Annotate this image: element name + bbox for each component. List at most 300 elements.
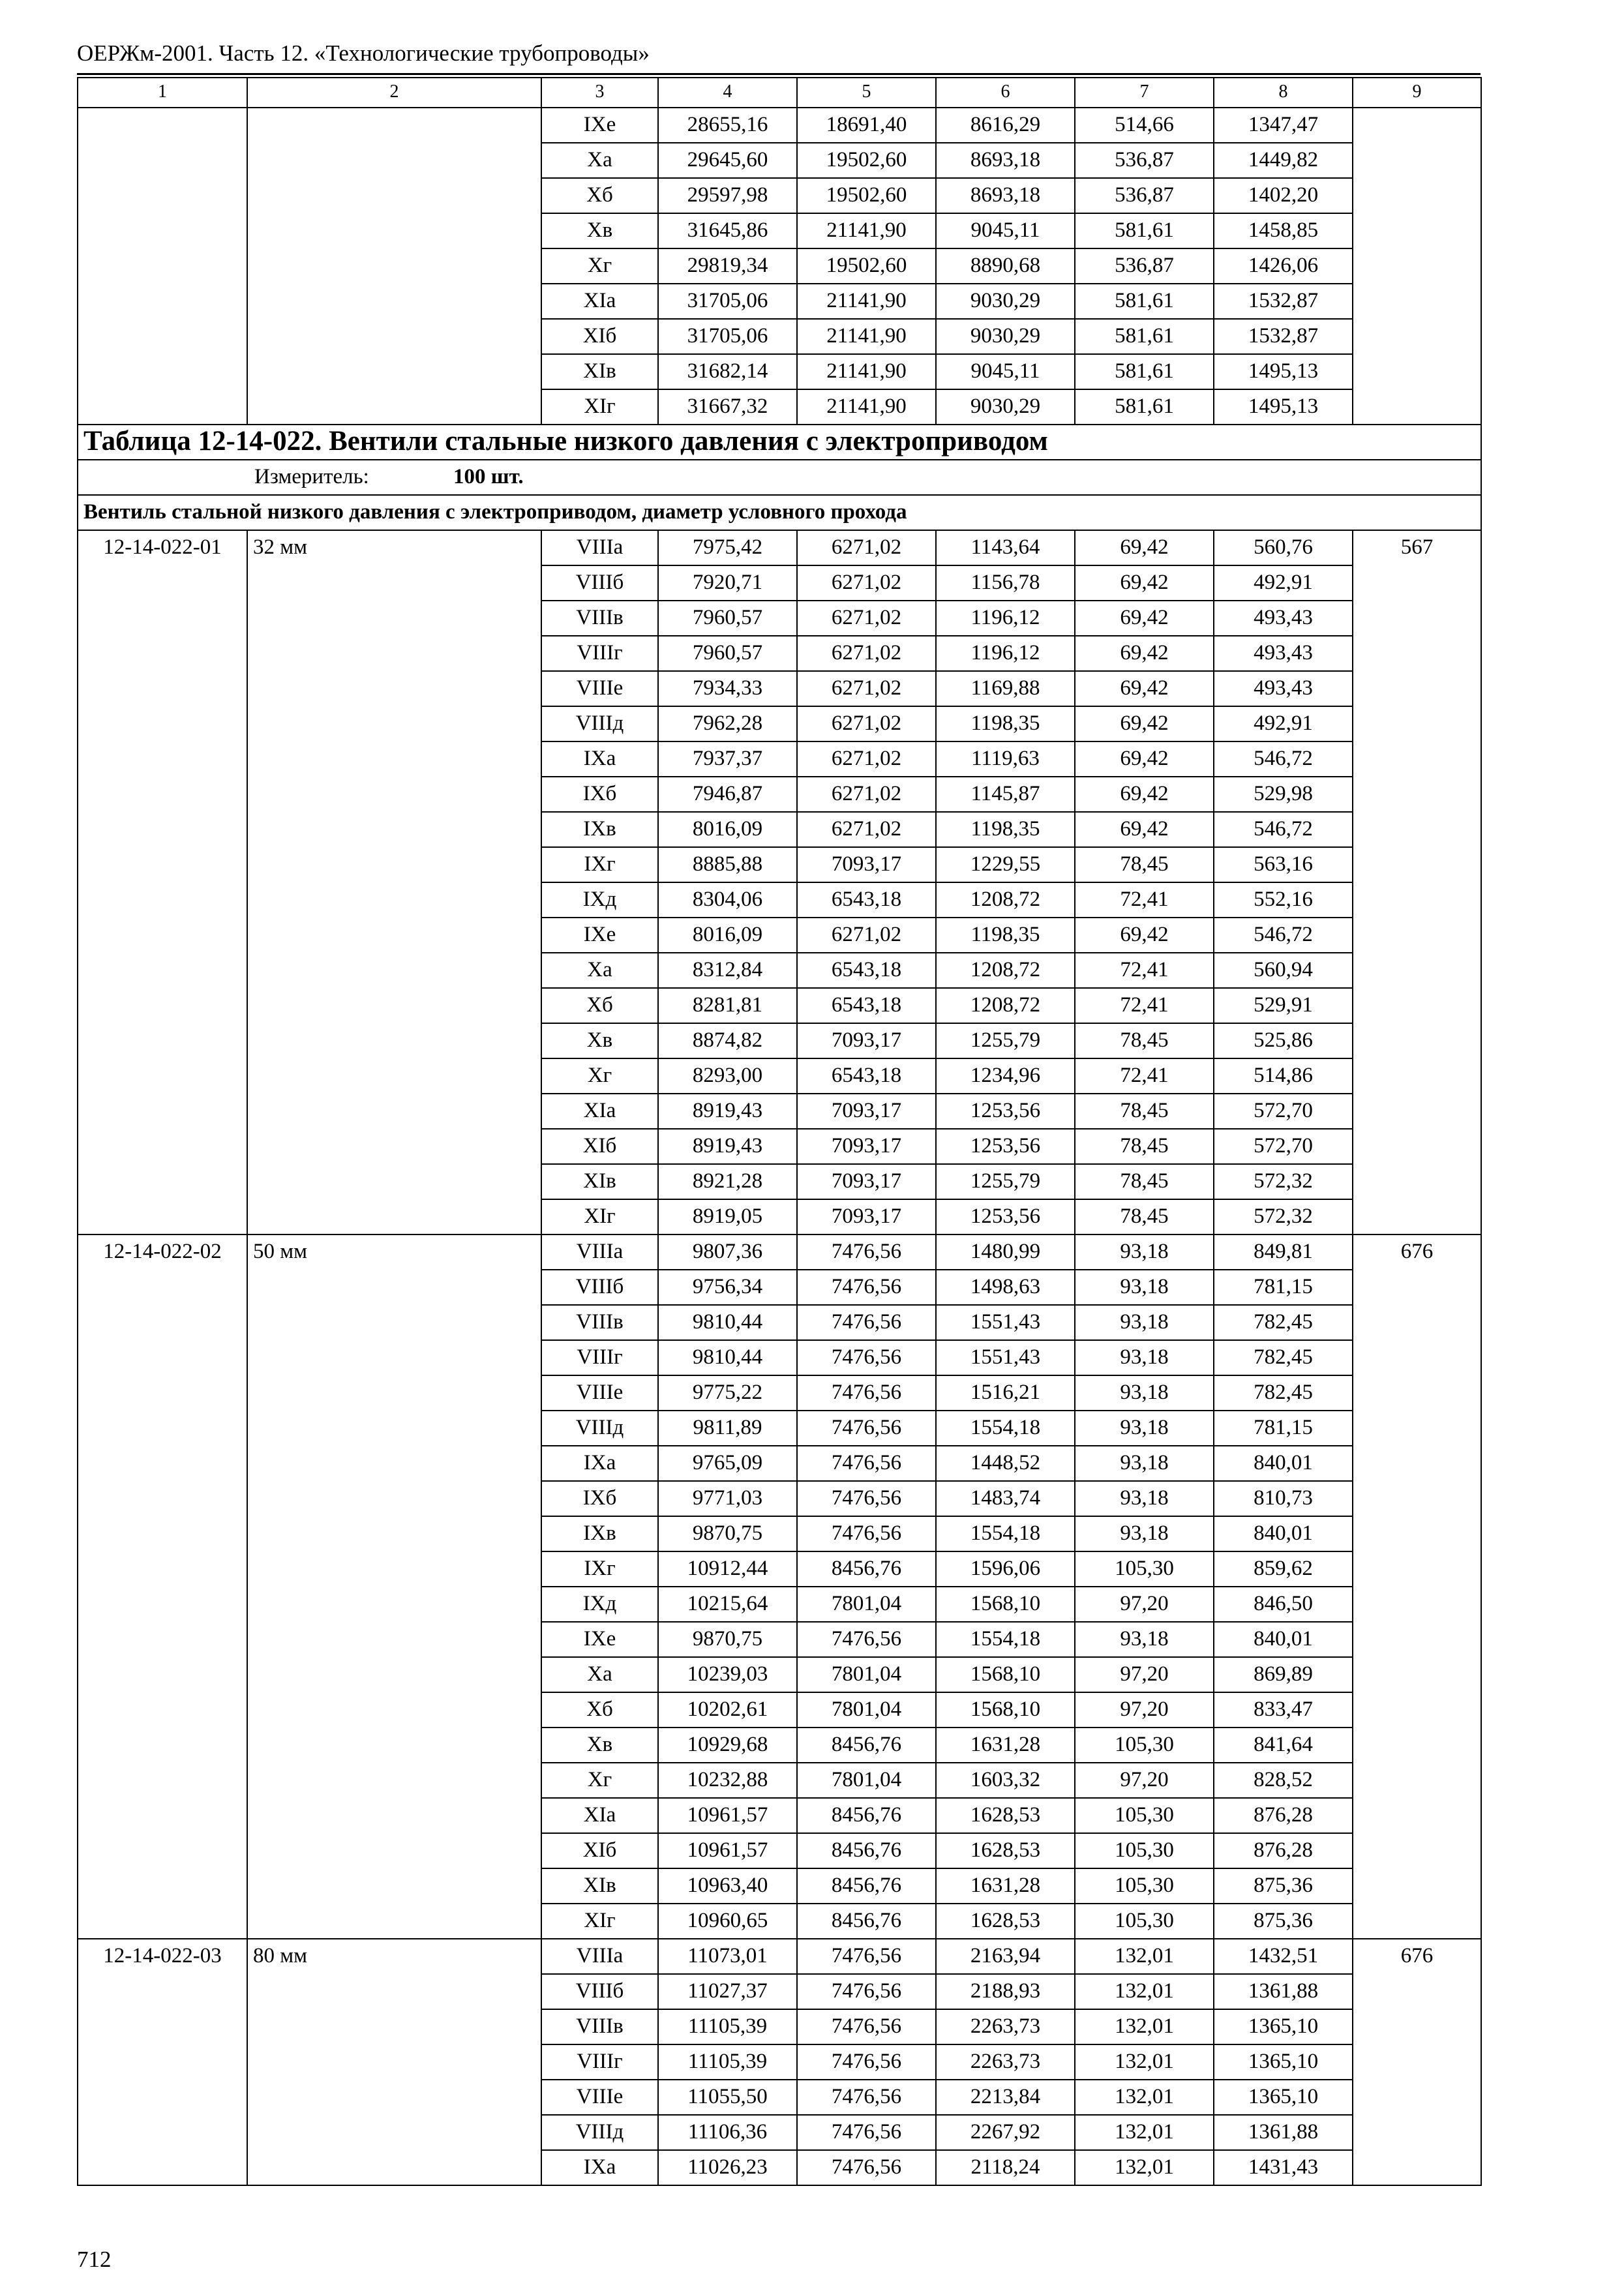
machine-cost-cell: 1255,79 bbox=[936, 1164, 1075, 1199]
col9-cell bbox=[1353, 953, 1481, 988]
materials-cell: 492,91 bbox=[1214, 565, 1353, 601]
code-cell bbox=[78, 1305, 247, 1340]
carryover-row bbox=[78, 319, 1481, 354]
col9-cell bbox=[1353, 2009, 1481, 2044]
total-cost-cell: 10961,57 bbox=[658, 1798, 797, 1833]
col9-cell bbox=[1353, 389, 1481, 425]
operator-wage-cell: 97,20 bbox=[1075, 1763, 1214, 1798]
table-row bbox=[78, 1692, 1481, 1728]
operator-wage-cell: 132,01 bbox=[1075, 2044, 1214, 2080]
operator-wage-cell: 69,42 bbox=[1075, 918, 1214, 953]
materials-cell: 560,94 bbox=[1214, 953, 1353, 988]
wage-cell: 7093,17 bbox=[797, 1023, 936, 1058]
machine-cost-cell: 1196,12 bbox=[936, 636, 1075, 671]
class-cell: XIб bbox=[541, 319, 658, 354]
machine-cost-cell: 1253,56 bbox=[936, 1129, 1075, 1164]
total-cost-cell: 31705,06 bbox=[658, 319, 797, 354]
materials-cell: 1365,10 bbox=[1214, 2009, 1353, 2044]
wage-cell: 7093,17 bbox=[797, 1094, 936, 1129]
operator-wage-cell: 72,41 bbox=[1075, 882, 1214, 918]
code-cell bbox=[78, 882, 247, 918]
total-cost-cell: 9765,09 bbox=[658, 1446, 797, 1481]
col9-cell bbox=[1353, 2150, 1481, 2185]
name-cell bbox=[247, 1129, 541, 1164]
column-number-2: 2 bbox=[247, 78, 541, 108]
class-cell: IXа bbox=[541, 1446, 658, 1481]
machine-cost-cell: 8693,18 bbox=[936, 178, 1075, 213]
materials-cell: 1432,51 bbox=[1214, 1939, 1353, 1974]
carryover-row bbox=[78, 178, 1481, 213]
table-row bbox=[78, 565, 1481, 601]
operator-wage-cell: 536,87 bbox=[1075, 178, 1214, 213]
name-cell bbox=[247, 1657, 541, 1692]
operator-wage-cell: 69,42 bbox=[1075, 812, 1214, 847]
wage-cell: 7476,56 bbox=[797, 2009, 936, 2044]
wage-cell: 7476,56 bbox=[797, 2080, 936, 2115]
name-cell bbox=[247, 248, 541, 284]
code-cell bbox=[78, 953, 247, 988]
code-cell bbox=[78, 1551, 247, 1587]
name-cell bbox=[247, 1798, 541, 1833]
wage-cell: 7093,17 bbox=[797, 1199, 936, 1234]
total-cost-cell: 31705,06 bbox=[658, 284, 797, 319]
col9-cell bbox=[1353, 1305, 1481, 1340]
total-cost-cell: 9811,89 bbox=[658, 1411, 797, 1446]
name-cell bbox=[247, 1340, 541, 1375]
table-row bbox=[78, 1340, 1481, 1375]
operator-wage-cell: 72,41 bbox=[1075, 953, 1214, 988]
total-cost-cell: 8874,82 bbox=[658, 1023, 797, 1058]
table-row bbox=[78, 1446, 1481, 1481]
table-row bbox=[78, 1622, 1481, 1657]
total-cost-cell: 8016,09 bbox=[658, 918, 797, 953]
operator-wage-cell: 97,20 bbox=[1075, 1587, 1214, 1622]
wage-cell: 8456,76 bbox=[797, 1833, 936, 1868]
table-row bbox=[78, 2009, 1481, 2044]
code-cell bbox=[78, 2080, 247, 2115]
total-cost-cell: 29597,98 bbox=[658, 178, 797, 213]
operator-wage-cell: 581,61 bbox=[1075, 284, 1214, 319]
total-cost-cell: 7962,28 bbox=[658, 706, 797, 741]
operator-wage-cell: 78,45 bbox=[1075, 1164, 1214, 1199]
code-cell bbox=[78, 108, 247, 143]
col9-cell bbox=[1353, 1023, 1481, 1058]
class-cell: IXв bbox=[541, 812, 658, 847]
col9-cell bbox=[1353, 812, 1481, 847]
table-row bbox=[78, 1551, 1481, 1587]
code-cell bbox=[78, 706, 247, 741]
wage-cell: 6271,02 bbox=[797, 918, 936, 953]
name-cell bbox=[247, 284, 541, 319]
class-cell: VIIIд bbox=[541, 706, 658, 741]
class-cell: VIIIв bbox=[541, 2009, 658, 2044]
machine-cost-cell: 1169,88 bbox=[936, 671, 1075, 706]
code-cell bbox=[78, 1516, 247, 1551]
code-cell bbox=[78, 2044, 247, 2080]
name-cell bbox=[247, 2115, 541, 2150]
total-cost-cell: 8304,06 bbox=[658, 882, 797, 918]
carryover-row bbox=[78, 354, 1481, 389]
machine-cost-cell: 1448,52 bbox=[936, 1446, 1075, 1481]
machine-cost-cell: 2163,94 bbox=[936, 1939, 1075, 1974]
total-cost-cell: 28655,16 bbox=[658, 108, 797, 143]
machine-cost-cell: 9045,11 bbox=[936, 354, 1075, 389]
col9-cell bbox=[1353, 1657, 1481, 1692]
name-cell bbox=[247, 108, 541, 143]
operator-wage-cell: 93,18 bbox=[1075, 1446, 1214, 1481]
operator-wage-cell: 69,42 bbox=[1075, 530, 1214, 565]
materials-cell: 1402,20 bbox=[1214, 178, 1353, 213]
col9-cell bbox=[1353, 108, 1481, 143]
operator-wage-cell: 78,45 bbox=[1075, 1023, 1214, 1058]
total-cost-cell: 9870,75 bbox=[658, 1622, 797, 1657]
materials-cell: 572,32 bbox=[1214, 1199, 1353, 1234]
code-cell bbox=[78, 284, 247, 319]
table-row bbox=[78, 1974, 1481, 2009]
materials-cell: 1426,06 bbox=[1214, 248, 1353, 284]
total-cost-cell: 9810,44 bbox=[658, 1340, 797, 1375]
wage-cell: 21141,90 bbox=[797, 213, 936, 248]
column-number-row bbox=[78, 78, 1481, 108]
column-number-1: 1 bbox=[78, 78, 247, 108]
materials-cell: 572,70 bbox=[1214, 1129, 1353, 1164]
col9-cell bbox=[1353, 143, 1481, 178]
operator-wage-cell: 72,41 bbox=[1075, 988, 1214, 1023]
class-cell: VIIIб bbox=[541, 1270, 658, 1305]
class-cell: XIв bbox=[541, 1868, 658, 1904]
total-cost-cell: 10232,88 bbox=[658, 1763, 797, 1798]
code-cell bbox=[78, 213, 247, 248]
machine-cost-cell: 1554,18 bbox=[936, 1622, 1075, 1657]
table-row bbox=[78, 706, 1481, 741]
machine-cost-cell: 1208,72 bbox=[936, 882, 1075, 918]
materials-cell: 1532,87 bbox=[1214, 319, 1353, 354]
class-cell: XIг bbox=[541, 1904, 658, 1939]
header-rule bbox=[77, 73, 1481, 75]
operator-wage-cell: 93,18 bbox=[1075, 1270, 1214, 1305]
total-cost-cell: 29645,60 bbox=[658, 143, 797, 178]
name-cell bbox=[247, 178, 541, 213]
class-cell: VIIIе bbox=[541, 2080, 658, 2115]
machine-cost-cell: 1253,56 bbox=[936, 1199, 1075, 1234]
machine-cost-cell: 1596,06 bbox=[936, 1551, 1075, 1587]
code-cell bbox=[78, 1974, 247, 2009]
table-row bbox=[78, 1129, 1481, 1164]
table-row bbox=[78, 1833, 1481, 1868]
materials-cell: 876,28 bbox=[1214, 1833, 1353, 1868]
code-cell bbox=[78, 1692, 247, 1728]
materials-cell: 840,01 bbox=[1214, 1446, 1353, 1481]
name-cell bbox=[247, 1305, 541, 1340]
materials-cell: 552,16 bbox=[1214, 882, 1353, 918]
materials-cell: 572,70 bbox=[1214, 1094, 1353, 1129]
materials-cell: 1361,88 bbox=[1214, 1974, 1353, 2009]
name-cell bbox=[247, 2009, 541, 2044]
machine-cost-cell: 1568,10 bbox=[936, 1587, 1075, 1622]
materials-cell: 876,28 bbox=[1214, 1798, 1353, 1833]
machine-cost-cell: 1628,53 bbox=[936, 1833, 1075, 1868]
machine-cost-cell: 1603,32 bbox=[936, 1763, 1075, 1798]
wage-cell: 6271,02 bbox=[797, 601, 936, 636]
column-number-4: 4 bbox=[658, 78, 797, 108]
table-row bbox=[78, 601, 1481, 636]
machine-cost-cell: 1145,87 bbox=[936, 777, 1075, 812]
materials-cell: 1365,10 bbox=[1214, 2044, 1353, 2080]
machine-cost-cell: 1628,53 bbox=[936, 1798, 1075, 1833]
machine-cost-cell: 1208,72 bbox=[936, 988, 1075, 1023]
code-cell bbox=[78, 389, 247, 425]
machine-cost-cell: 2213,84 bbox=[936, 2080, 1075, 2115]
materials-cell: 833,47 bbox=[1214, 1692, 1353, 1728]
materials-cell: 1347,47 bbox=[1214, 108, 1353, 143]
code-cell bbox=[78, 1868, 247, 1904]
wage-cell: 7476,56 bbox=[797, 1516, 936, 1551]
class-cell: VIIIг bbox=[541, 1340, 658, 1375]
code-cell bbox=[78, 741, 247, 777]
total-cost-cell: 10961,57 bbox=[658, 1833, 797, 1868]
materials-cell: 1449,82 bbox=[1214, 143, 1353, 178]
machine-cost-cell: 1229,55 bbox=[936, 847, 1075, 882]
col9-cell bbox=[1353, 1129, 1481, 1164]
class-cell: IXе bbox=[541, 918, 658, 953]
class-cell: VIIIг bbox=[541, 636, 658, 671]
code-cell bbox=[78, 812, 247, 847]
code-cell bbox=[78, 988, 247, 1023]
operator-wage-cell: 72,41 bbox=[1075, 1058, 1214, 1094]
total-cost-cell: 7960,57 bbox=[658, 601, 797, 636]
materials-cell: 493,43 bbox=[1214, 636, 1353, 671]
class-cell: XIв bbox=[541, 1164, 658, 1199]
total-cost-cell: 31667,32 bbox=[658, 389, 797, 425]
table-row bbox=[78, 1798, 1481, 1833]
operator-wage-cell: 105,30 bbox=[1075, 1904, 1214, 1939]
column-number-5: 5 bbox=[797, 78, 936, 108]
materials-cell: 782,45 bbox=[1214, 1305, 1353, 1340]
code-cell bbox=[78, 1058, 247, 1094]
machine-cost-cell: 2118,24 bbox=[936, 2150, 1075, 2185]
operator-wage-cell: 105,30 bbox=[1075, 1833, 1214, 1868]
machine-cost-cell: 1554,18 bbox=[936, 1516, 1075, 1551]
col9-cell bbox=[1353, 1692, 1481, 1728]
code-cell bbox=[78, 248, 247, 284]
total-cost-cell: 10912,44 bbox=[658, 1551, 797, 1587]
materials-cell: 782,45 bbox=[1214, 1340, 1353, 1375]
materials-cell: 875,36 bbox=[1214, 1904, 1353, 1939]
materials-cell: 1361,88 bbox=[1214, 2115, 1353, 2150]
table-row bbox=[78, 1728, 1481, 1763]
rate-code: 12-14-022-01 bbox=[78, 530, 247, 565]
total-cost-cell: 11105,39 bbox=[658, 2044, 797, 2080]
table-row bbox=[78, 1516, 1481, 1551]
operator-wage-cell: 97,20 bbox=[1075, 1692, 1214, 1728]
machine-cost-cell: 1198,35 bbox=[936, 706, 1075, 741]
name-cell bbox=[247, 1446, 541, 1481]
col9-cell bbox=[1353, 565, 1481, 601]
machine-cost-cell: 2263,73 bbox=[936, 2044, 1075, 2080]
wage-cell: 7476,56 bbox=[797, 1340, 936, 1375]
operator-wage-cell: 581,61 bbox=[1075, 389, 1214, 425]
table-row bbox=[78, 1094, 1481, 1129]
materials-cell: 1495,13 bbox=[1214, 354, 1353, 389]
wage-cell: 7801,04 bbox=[797, 1587, 936, 1622]
col9-cell bbox=[1353, 1868, 1481, 1904]
class-cell: Xг bbox=[541, 1058, 658, 1094]
code-cell bbox=[78, 1023, 247, 1058]
column-number-9: 9 bbox=[1353, 78, 1481, 108]
table-row bbox=[78, 1023, 1481, 1058]
name-cell bbox=[247, 1763, 541, 1798]
total-cost-cell: 8921,28 bbox=[658, 1164, 797, 1199]
machine-cost-cell: 2263,73 bbox=[936, 2009, 1075, 2044]
col9-cell bbox=[1353, 988, 1481, 1023]
operator-wage-cell: 132,01 bbox=[1075, 2115, 1214, 2150]
materials-cell: 546,72 bbox=[1214, 812, 1353, 847]
col9-cell bbox=[1353, 1058, 1481, 1094]
code-cell bbox=[78, 1411, 247, 1446]
wage-cell: 7476,56 bbox=[797, 2044, 936, 2080]
class-cell: Xг bbox=[541, 1763, 658, 1798]
machine-cost-cell: 1631,28 bbox=[936, 1728, 1075, 1763]
name-cell bbox=[247, 1728, 541, 1763]
materials-cell: 1458,85 bbox=[1214, 213, 1353, 248]
carryover-row bbox=[78, 108, 1481, 143]
operator-wage-cell: 132,01 bbox=[1075, 2009, 1214, 2044]
class-cell: VIIIа bbox=[541, 530, 658, 565]
col9-cell bbox=[1353, 1622, 1481, 1657]
wage-cell: 8456,76 bbox=[797, 1551, 936, 1587]
wage-cell: 7093,17 bbox=[797, 847, 936, 882]
col9-cell bbox=[1353, 1516, 1481, 1551]
col9-cell bbox=[1353, 847, 1481, 882]
wage-cell: 19502,60 bbox=[797, 143, 936, 178]
name-cell bbox=[247, 918, 541, 953]
operator-wage-cell: 78,45 bbox=[1075, 1094, 1214, 1129]
name-cell bbox=[247, 213, 541, 248]
col9-cell bbox=[1353, 1481, 1481, 1516]
table-row bbox=[78, 777, 1481, 812]
col9-cell bbox=[1353, 1763, 1481, 1798]
class-cell: VIIIб bbox=[541, 565, 658, 601]
table-subtitle-row bbox=[78, 495, 1481, 530]
table-row bbox=[78, 1763, 1481, 1798]
operator-wage-cell: 132,01 bbox=[1075, 2150, 1214, 2185]
wage-cell: 6271,02 bbox=[797, 671, 936, 706]
code-cell bbox=[78, 1622, 247, 1657]
col9-cell bbox=[1353, 777, 1481, 812]
col9-value: 676 bbox=[1353, 1939, 1481, 1974]
class-cell: IXг bbox=[541, 1551, 658, 1587]
materials-cell: 546,72 bbox=[1214, 918, 1353, 953]
name-cell bbox=[247, 2080, 541, 2115]
code-cell bbox=[78, 1833, 247, 1868]
name-cell bbox=[247, 1551, 541, 1587]
column-number-6: 6 bbox=[936, 78, 1075, 108]
table-row bbox=[78, 741, 1481, 777]
wage-cell: 7476,56 bbox=[797, 1446, 936, 1481]
table-row bbox=[78, 953, 1481, 988]
col9-cell bbox=[1353, 1587, 1481, 1622]
total-cost-cell: 8312,84 bbox=[658, 953, 797, 988]
rate-code: 12-14-022-03 bbox=[78, 1939, 247, 1974]
col9-cell bbox=[1353, 2115, 1481, 2150]
class-cell: IXг bbox=[541, 847, 658, 882]
wage-cell: 7476,56 bbox=[797, 1411, 936, 1446]
col9-cell bbox=[1353, 1904, 1481, 1939]
wage-cell: 7093,17 bbox=[797, 1164, 936, 1199]
col9-cell bbox=[1353, 918, 1481, 953]
table-row bbox=[78, 2150, 1481, 2185]
operator-wage-cell: 105,30 bbox=[1075, 1798, 1214, 1833]
name-cell bbox=[247, 1587, 541, 1622]
column-number-8: 8 bbox=[1214, 78, 1353, 108]
machine-cost-cell: 9030,29 bbox=[936, 319, 1075, 354]
name-cell bbox=[247, 1023, 541, 1058]
wage-cell: 6271,02 bbox=[797, 812, 936, 847]
rates-table bbox=[77, 77, 1482, 2186]
code-cell bbox=[78, 1375, 247, 1411]
machine-cost-cell: 1516,21 bbox=[936, 1375, 1075, 1411]
total-cost-cell: 8016,09 bbox=[658, 812, 797, 847]
name-cell bbox=[247, 565, 541, 601]
total-cost-cell: 9810,44 bbox=[658, 1305, 797, 1340]
operator-wage-cell: 93,18 bbox=[1075, 1481, 1214, 1516]
class-cell: XIа bbox=[541, 284, 658, 319]
class-cell: VIIIб bbox=[541, 1974, 658, 2009]
materials-cell: 493,43 bbox=[1214, 671, 1353, 706]
total-cost-cell: 8919,05 bbox=[658, 1199, 797, 1234]
table-row bbox=[78, 812, 1481, 847]
class-cell: VIIIв bbox=[541, 601, 658, 636]
operator-wage-cell: 132,01 bbox=[1075, 1974, 1214, 2009]
wage-cell: 7476,56 bbox=[797, 1974, 936, 2009]
wage-cell: 7476,56 bbox=[797, 1622, 936, 1657]
table-subtitle: Вентиль стальной низкого давления с электроприводом, диаметр условного прохода bbox=[78, 495, 1481, 530]
materials-cell: 1532,87 bbox=[1214, 284, 1353, 319]
code-cell bbox=[78, 601, 247, 636]
carryover-row bbox=[78, 284, 1481, 319]
operator-wage-cell: 69,42 bbox=[1075, 601, 1214, 636]
class-cell: Xв bbox=[541, 213, 658, 248]
total-cost-cell: 11073,01 bbox=[658, 1939, 797, 1974]
name-cell bbox=[247, 1904, 541, 1939]
class-cell: XIа bbox=[541, 1094, 658, 1129]
operator-wage-cell: 93,18 bbox=[1075, 1375, 1214, 1411]
wage-cell: 6271,02 bbox=[797, 777, 936, 812]
table-row bbox=[78, 1904, 1481, 1939]
total-cost-cell: 8919,43 bbox=[658, 1129, 797, 1164]
wage-cell: 7476,56 bbox=[797, 1939, 936, 1974]
materials-cell: 529,91 bbox=[1214, 988, 1353, 1023]
name-cell bbox=[247, 143, 541, 178]
table-title: Таблица 12-14-022. Вентили стальные низкого давления с электроприводом bbox=[78, 425, 1481, 460]
total-cost-cell: 10215,64 bbox=[658, 1587, 797, 1622]
code-cell bbox=[78, 178, 247, 213]
table-row bbox=[78, 636, 1481, 671]
code-cell bbox=[78, 2150, 247, 2185]
machine-cost-cell: 1253,56 bbox=[936, 1094, 1075, 1129]
class-cell: IXа bbox=[541, 2150, 658, 2185]
class-cell: XIа bbox=[541, 1798, 658, 1833]
code-cell bbox=[78, 143, 247, 178]
machine-cost-cell: 1156,78 bbox=[936, 565, 1075, 601]
wage-cell: 7476,56 bbox=[797, 2115, 936, 2150]
wage-cell: 7801,04 bbox=[797, 1692, 936, 1728]
class-cell: IXе bbox=[541, 1622, 658, 1657]
code-cell bbox=[78, 918, 247, 953]
name-cell bbox=[247, 1516, 541, 1551]
page-header: ОЕРЖм-2001. Часть 12. «Технологические трубопроводы» bbox=[77, 40, 650, 66]
table-row bbox=[78, 2115, 1481, 2150]
